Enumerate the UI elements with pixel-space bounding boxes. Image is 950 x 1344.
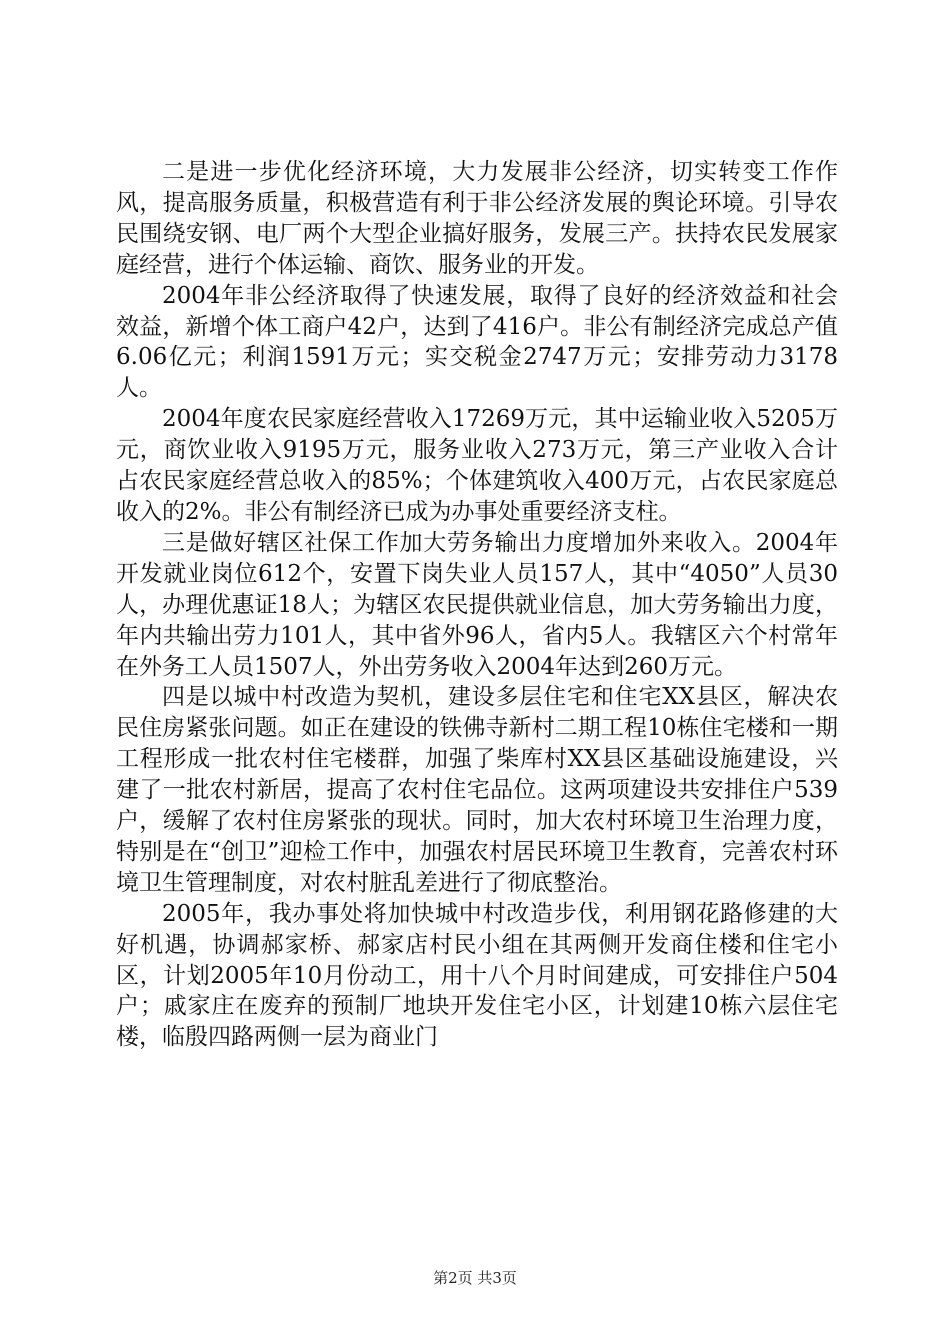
document-body [116, 157, 838, 1053]
paragraph-nonpublic-economy-environment: 二是进一步优化经济环境，大力发展非公经济，切实转变工作作风，提高服务质量，积极营造有利于非公经济发展的舆论环境。引导农民围绕安钢、电厂两个大型企业搞好服务，发展三产。扶持农民发展家庭经营，进行个体运输、商饮、服务业的开发。 [116, 159, 838, 278]
paragraph-social-security-labor: 三是做好辖区社保工作加大劳务输出力度增加外来收入。2004年开发就业岗位612个，安置下岗失业人员157人，其中“4050”人员30人，办理优惠证18人；为辖区农民提供就业信息，加大劳务输出力度，年内共输出劳力101人，其中省外96人，省内5人。我辖区六个村常年在外务工人员1507人，外出劳务收入2004年达到260万元。 [116, 529, 838, 680]
page-footer: 第2页 共3页 [433, 1269, 517, 1287]
paragraph-urban-village-housing: 四是以城中村改造为契机，建设多层住宅和住宅XX县区，解决农民住房紧张问题。如正在建设的铁佛寺新村二期工程10栋住宅楼和一期工程形成一批农村住宅楼群，加强了柴库村XX县区基础设施建设，兴建了一批农村新居，提高了农村住宅品位。这两项建设共安排住户539户，缓解了农村住房紧张的现状。同时，加大农村环境卫生治理力度，特别是在“创卫”迎检工作中，加强农村居民环境卫生教育，完善农村环境卫生管理制度，对农村脏乱差进行了彻底整治。 [116, 684, 838, 896]
paragraph-2004-nonpublic-results: 2004年非公经济取得了快速发展，取得了良好的经济效益和社会效益，新增个体工商户42户，达到了416户。非公有制经济完成总产值6.06亿元；利润1591万元；实交税金2747万元；安排劳动力3178人。 [116, 282, 838, 402]
paragraph-2004-household-income: 2004年度农民家庭经营收入17269万元，其中运输业收入5205万元，商饮业收入9195万元，服务业收入273万元，第三产业收入合计占农民家庭经营总收入的85%；个体建筑收入400万元，占农民家庭总收入的2%。非公有制经济已成为办事处重要经济支柱。 [116, 406, 838, 525]
paragraph-2005-plan: 2005年，我办事处将加快城中村改造步伐，利用钢花路修建的大好机遇，协调郝家桥、郝家店村民小组在其两侧开发商住楼和住宅小区，计划2005年10月份动工，用十八个月时间建成，可安排住户504户；戚家庄在废弃的预制厂地块开发住宅小区，计划建10栋六层住宅楼，临殷四路两侧一层为商业门 [116, 900, 838, 1051]
